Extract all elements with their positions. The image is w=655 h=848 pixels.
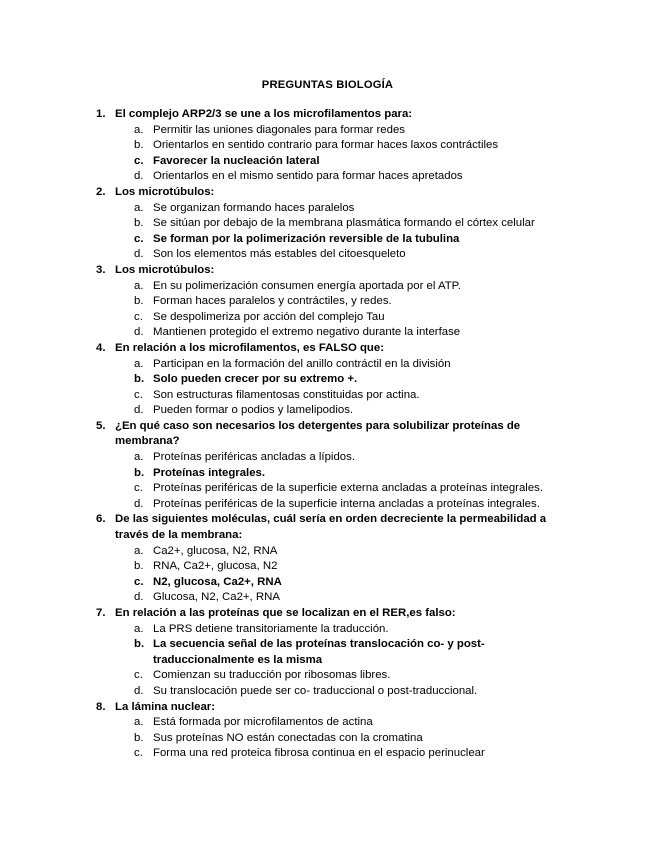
option-letter: b. (134, 638, 145, 651)
option-text: En su polimerización consumen energía aportada por el ATP. (153, 279, 461, 292)
option-letter: a. (134, 279, 144, 292)
question-heading (96, 606, 566, 622)
question-item (96, 263, 566, 341)
question-number: 1. (96, 108, 106, 120)
option-list (96, 622, 566, 700)
option-text: Orientarlos en el mismo sentido para formar haces apretados (153, 170, 463, 183)
option-text: Comienzan su traducción por ribosomas libres. (153, 669, 391, 682)
option-item (96, 294, 566, 310)
option-letter: b. (134, 139, 144, 152)
option-text: Participan en la formación del anillo contráctil en la división (153, 357, 451, 370)
option-text: Favorecer la nucleación lateral (153, 154, 320, 167)
option-text: Se despolimeriza por acción del complejo Tau (153, 310, 385, 323)
question-heading (96, 419, 566, 450)
question-text: En relación a los microfilamentos, es FALSO que: (115, 341, 385, 354)
option-letter: c. (134, 482, 143, 495)
question-heading (96, 512, 566, 543)
option-item (96, 138, 566, 154)
option-letter: c. (134, 669, 143, 682)
option-list (96, 357, 566, 419)
option-text: Forma una red proteica fibrosa continua en el espacio perinuclear (153, 747, 485, 760)
option-item (96, 403, 566, 419)
option-letter: d. (134, 326, 144, 339)
option-list (96, 279, 566, 341)
option-item-correct (96, 372, 566, 388)
option-letter: b. (134, 295, 144, 308)
option-text: Se sitúan por debajo de la membrana plasmática formando el córtex celular (153, 217, 535, 230)
question-item (96, 606, 566, 700)
question-number: 4. (96, 341, 106, 354)
option-letter: c. (134, 232, 144, 245)
document-title: PREGUNTAS BIOLOGÍA (261, 79, 394, 91)
option-text: Ca2+, glucosa, N2, RNA (153, 544, 278, 557)
option-item-correct (96, 637, 566, 668)
question-number: 6. (96, 513, 106, 526)
option-text: La secuencia señal de las proteínas translocación co- y post-traduccionalmente es la misma (153, 638, 485, 666)
option-item-correct (96, 466, 566, 482)
option-text: Pueden formar o podios y lamelipodios. (153, 404, 354, 417)
option-item (96, 622, 566, 638)
option-text: Solo pueden crecer por su extremo +. (153, 373, 358, 386)
option-text: Su translocación puede ser co- traduccional o post-traduccional. (153, 684, 478, 697)
option-letter: a. (134, 451, 144, 464)
option-item (96, 247, 566, 263)
option-text: Se forman por la polimerización reversible de la tubulina (153, 232, 460, 245)
option-text: Sus proteínas NO están conectadas con la cromatina (153, 731, 423, 744)
question-item (96, 512, 566, 606)
question-number: 8. (96, 700, 106, 713)
option-letter: c. (134, 154, 144, 167)
option-text: Glucosa, N2, Ca2+, RNA (153, 591, 280, 604)
option-item (96, 325, 566, 341)
option-text: N2, glucosa, Ca2+, RNA (153, 575, 282, 588)
option-item (96, 123, 566, 139)
option-item (96, 684, 566, 700)
option-letter: c. (134, 310, 143, 323)
option-letter: d. (134, 684, 144, 697)
option-item (96, 715, 566, 731)
option-item (96, 746, 566, 762)
option-letter: c. (134, 388, 143, 401)
option-item (96, 559, 566, 575)
option-text: Proteínas periféricas de la superficie interna ancladas a proteínas integrales. (153, 497, 540, 510)
option-item (96, 201, 566, 217)
option-letter: c. (134, 575, 144, 588)
option-text: Proteínas periféricas ancladas a lípidos. (153, 451, 355, 464)
option-text: Está formada por microfilamentos de actina (153, 716, 373, 729)
option-letter: b. (134, 373, 145, 386)
option-item (96, 357, 566, 373)
option-list (96, 123, 566, 185)
option-list (96, 544, 566, 606)
option-list (96, 201, 566, 263)
option-letter: a. (134, 357, 144, 370)
option-text: La PRS detiene transitoriamente la traducción. (153, 622, 389, 635)
option-text: Mantienen protegido el extremo negativo durante la interfase (153, 326, 461, 339)
option-item (96, 310, 566, 326)
option-text: Son estructuras filamentosas constituidas por actina. (153, 388, 420, 401)
question-text: El complejo ARP2/3 se une a los microfilamentos para: (115, 108, 413, 120)
question-item (96, 419, 566, 513)
option-letter: b. (134, 466, 145, 479)
option-text: Son los elementos más estables del citoesqueleto (153, 248, 406, 261)
option-item (96, 279, 566, 295)
option-item-correct (96, 232, 566, 248)
question-heading (96, 341, 566, 357)
question-text: Los microtúbulos: (115, 185, 215, 198)
option-item-correct (96, 154, 566, 170)
option-list (96, 450, 566, 512)
question-item (96, 185, 566, 263)
question-text: La lámina nuclear: (115, 700, 216, 713)
option-letter: a. (134, 622, 144, 635)
option-list (96, 715, 566, 762)
option-letter: a. (134, 201, 144, 214)
option-letter: b. (134, 217, 144, 230)
question-item (96, 107, 566, 185)
option-text: Se organizan formando haces paralelos (153, 201, 355, 214)
question-text: ¿En qué caso son necesarios los detergentes para solubilizar proteínas de membrana? (115, 419, 521, 448)
option-item (96, 481, 566, 497)
option-item-correct (96, 575, 566, 591)
option-item (96, 731, 566, 747)
question-number: 2. (96, 185, 106, 198)
option-item (96, 169, 566, 185)
question-list (96, 107, 566, 762)
option-letter: d. (134, 170, 144, 183)
question-heading (96, 107, 566, 123)
question-heading (96, 263, 566, 279)
option-text: Orientarlos en sentido contrario para formar haces laxos contráctiles (153, 139, 499, 152)
question-number: 3. (96, 263, 106, 276)
question-text: En relación a las proteínas que se localizan en el RER,es falso: (115, 607, 456, 619)
option-item (96, 668, 566, 684)
question-heading (96, 185, 566, 201)
option-letter: a. (134, 544, 144, 557)
option-item (96, 497, 566, 513)
option-letter: d. (134, 248, 144, 261)
option-item (96, 216, 566, 232)
option-item (96, 388, 566, 404)
question-number: 5. (96, 419, 106, 432)
question-heading (96, 700, 566, 716)
option-letter: b. (134, 731, 144, 744)
question-text: De las siguientes moléculas, cuál sería en orden decreciente la permeabilidad a través de la membrana: (115, 513, 547, 542)
option-letter: d. (134, 497, 144, 510)
option-letter: b. (134, 560, 144, 573)
option-item (96, 544, 566, 560)
option-letter: c. (134, 747, 143, 760)
question-text: Los microtúbulos: (115, 263, 215, 276)
option-letter: d. (134, 591, 144, 604)
option-letter: a. (134, 123, 144, 136)
question-item (96, 700, 566, 762)
option-letter: d. (134, 404, 144, 417)
option-item (96, 450, 566, 466)
option-text: RNA, Ca2+, glucosa, N2 (153, 560, 278, 573)
option-letter: a. (134, 716, 144, 729)
option-text: Proteínas periféricas de la superficie externa ancladas a proteínas integrales. (153, 482, 544, 495)
question-item (96, 341, 566, 419)
option-item (96, 590, 566, 606)
option-text: Permitir las uniones diagonales para formar redes (153, 123, 405, 136)
option-text: Forman haces paralelos y contráctiles, y redes. (153, 295, 392, 308)
option-text: Proteínas integrales. (153, 466, 266, 479)
question-number: 7. (96, 607, 106, 619)
